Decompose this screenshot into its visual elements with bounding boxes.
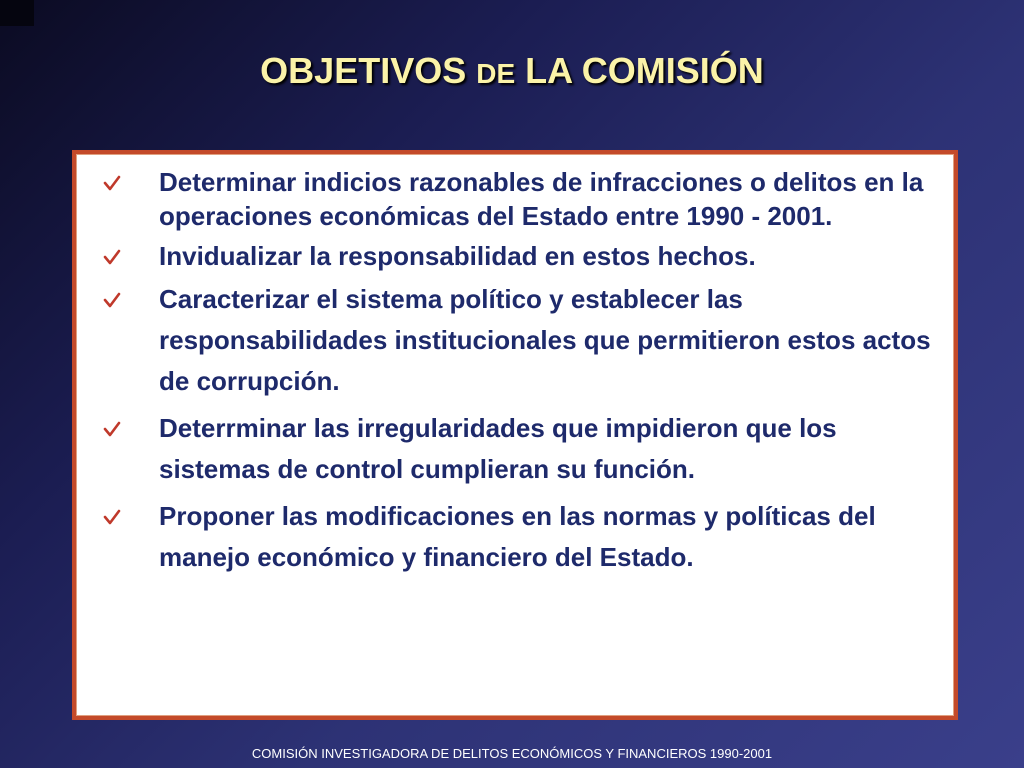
checkmark-icon	[103, 175, 121, 193]
objective-text: Caracterizar el sistema político y establecer las responsabilidades institucionales que permitieron estos actos de corrupción.	[159, 284, 931, 396]
objectives-box	[72, 150, 958, 720]
objective-text: Determinar indicios razonables de infracciones o delitos en la operaciones económicas del Estado entre 1990 - 2001.	[159, 167, 924, 231]
objective-item	[77, 408, 953, 490]
title-part-2: DE	[476, 58, 516, 89]
slide-title	[0, 50, 1024, 92]
objectives-list	[76, 154, 954, 716]
checkmark-icon	[103, 421, 121, 439]
title-part-1: OBJETIVOS	[260, 50, 477, 91]
objective-item	[77, 279, 953, 402]
objective-item	[77, 239, 953, 273]
objective-text: Invidualizar la responsabilidad en estos hechos.	[159, 241, 756, 271]
footer-text: COMISIÓN INVESTIGADORA DE DELITOS ECONÓMICOS Y FINANCIEROS 1990-2001	[251, 746, 773, 761]
objective-text: Proponer las modificaciones en las normas y políticas del manejo económico y financiero del Estado.	[159, 501, 876, 572]
checkmark-icon	[103, 509, 121, 527]
checkmark-icon	[103, 249, 121, 267]
checkmark-icon	[103, 292, 121, 310]
title-part-3: LA COMISIÓN	[515, 50, 764, 91]
corner-mark	[0, 0, 34, 26]
objective-item	[77, 165, 953, 233]
objective-item	[77, 496, 953, 578]
objective-text: Deterrminar las irregularidades que impidieron que los sistemas de control cumplieran su función.	[159, 413, 837, 484]
